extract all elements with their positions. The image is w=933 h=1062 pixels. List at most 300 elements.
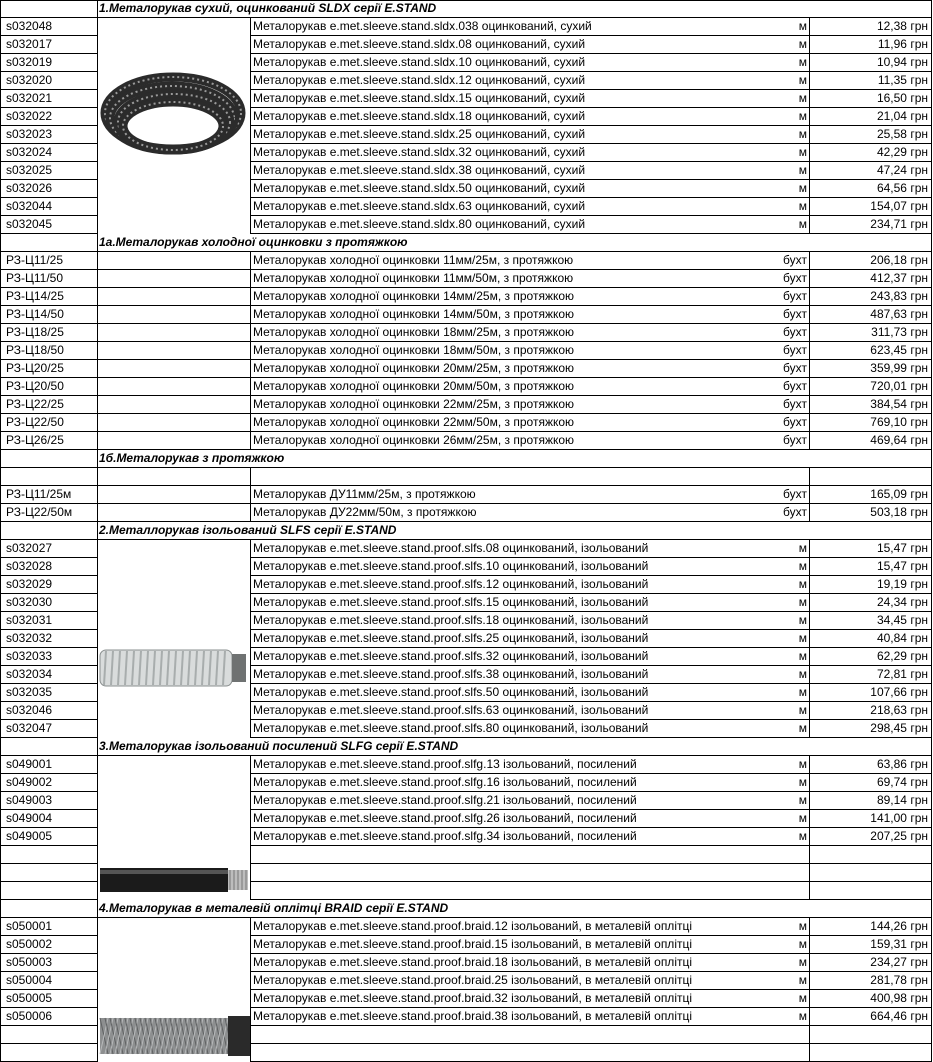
price-cell[interactable] xyxy=(810,882,932,900)
image-column-cell[interactable] xyxy=(98,414,251,432)
image-column-cell[interactable] xyxy=(98,396,251,414)
price-cell[interactable]: 234,27 грн xyxy=(810,954,932,972)
product-name: Металорукав e.met.sleeve.stand.proof.slfs.25 оцинкований, ізольований xyxy=(253,631,649,645)
product-name: Металорукав холодної оцинковки 18мм/25м, з протяжкою xyxy=(253,325,575,339)
unit-label: м xyxy=(798,775,807,789)
name-cell[interactable] xyxy=(251,180,810,198)
name-cell[interactable] xyxy=(251,1008,810,1026)
metal-sleeve-coil-icon xyxy=(98,18,251,234)
name-cell[interactable] xyxy=(251,414,810,432)
product-name: Металорукав холодної оцинковки 14мм/25м, з протяжкою xyxy=(253,289,575,303)
unit-label: бухт xyxy=(783,289,807,303)
code-cell[interactable]: s032048 xyxy=(0,18,98,36)
section-header xyxy=(0,234,932,252)
image-column-cell[interactable] xyxy=(98,468,251,486)
table-row xyxy=(0,378,932,396)
code-cell[interactable]: РЗ-Ц11/25м xyxy=(0,486,98,504)
name-cell[interactable] xyxy=(251,630,810,648)
price-cell[interactable]: 384,54 грн xyxy=(810,396,932,414)
price-cell[interactable]: 720,01 грн xyxy=(810,378,932,396)
price-cell[interactable]: 664,46 грн xyxy=(810,1008,932,1026)
code-cell[interactable]: РЗ-Ц22/25 xyxy=(0,396,98,414)
name-cell[interactable] xyxy=(251,918,810,936)
price-cell[interactable]: 487,63 грн xyxy=(810,306,932,324)
name-cell[interactable] xyxy=(251,270,810,288)
price-cell[interactable]: 469,64 грн xyxy=(810,432,932,450)
product-name: Металорукав e.met.sleeve.stand.sldx.25 оцинкований, сухий xyxy=(253,127,586,141)
code-cell[interactable]: s050004 xyxy=(0,972,98,990)
section-title[interactable]: 2.Металлорукав ізольований SLFS серії E.STAND xyxy=(98,522,810,540)
price-cell[interactable]: 400,98 грн xyxy=(810,990,932,1008)
name-cell[interactable] xyxy=(251,864,810,882)
code-cell[interactable] xyxy=(0,900,98,918)
table-row xyxy=(0,486,932,504)
code-cell[interactable]: РЗ-Ц14/50 xyxy=(0,306,98,324)
code-cell[interactable]: s032045 xyxy=(0,216,98,234)
unit-label: бухт xyxy=(783,271,807,285)
price-cell[interactable]: 34,45 грн xyxy=(810,612,932,630)
code-cell[interactable]: s032030 xyxy=(0,594,98,612)
name-cell[interactable] xyxy=(251,972,810,990)
code-cell[interactable]: s032026 xyxy=(0,180,98,198)
product-name: Металорукав холодної оцинковки 11мм/25м, з протяжкою xyxy=(253,253,574,267)
price-cell[interactable]: 69,74 грн xyxy=(810,774,932,792)
image-column-cell[interactable] xyxy=(98,288,251,306)
section-header xyxy=(0,450,932,468)
name-cell[interactable] xyxy=(251,162,810,180)
price-cell[interactable] xyxy=(810,234,932,252)
unit-label: м xyxy=(798,145,807,159)
code-cell[interactable]: s050006 xyxy=(0,1008,98,1026)
price-cell[interactable]: 623,45 грн xyxy=(810,342,932,360)
product-name: Металорукав e.met.sleeve.stand.sldx.08 оцинкований, сухий xyxy=(253,37,586,51)
product-name: Металорукав холодної оцинковки 20мм/50м, з протяжкою xyxy=(253,379,575,393)
table-row xyxy=(0,432,932,450)
product-name: Металорукав e.met.sleeve.stand.proof.slfs.32 оцинкований, ізольований xyxy=(253,649,649,663)
price-cell[interactable]: 159,31 грн xyxy=(810,936,932,954)
name-cell[interactable] xyxy=(251,846,810,864)
price-cell[interactable]: 769,10 грн xyxy=(810,414,932,432)
unit-label: м xyxy=(798,631,807,645)
price-cell[interactable]: 24,34 грн xyxy=(810,594,932,612)
unit-label: м xyxy=(798,91,807,105)
table-row xyxy=(0,324,932,342)
name-cell[interactable] xyxy=(251,198,810,216)
name-cell[interactable] xyxy=(251,54,810,72)
image-column-cell[interactable] xyxy=(98,378,251,396)
price-cell[interactable]: 243,83 грн xyxy=(810,288,932,306)
product-name: Металорукав e.met.sleeve.stand.proof.slfg.16 ізольований, посилений xyxy=(253,775,637,789)
price-cell[interactable]: 16,50 грн xyxy=(810,90,932,108)
name-cell[interactable] xyxy=(251,990,810,1008)
table-row xyxy=(0,504,932,522)
code-cell[interactable]: РЗ-Ц14/25 xyxy=(0,288,98,306)
product-name: Металорукав e.met.sleeve.stand.proof.slfs.12 оцинкований, ізольований xyxy=(253,577,649,591)
price-cell[interactable] xyxy=(810,900,932,918)
product-name: Металорукав e.met.sleeve.stand.sldx.63 оцинкований, сухий xyxy=(253,199,586,213)
unit-label: м xyxy=(798,37,807,51)
price-cell[interactable]: 298,45 грн xyxy=(810,720,932,738)
product-name: Металорукав e.met.sleeve.stand.sldx.50 оцинкований, сухий xyxy=(253,181,586,195)
code-cell[interactable] xyxy=(0,1026,98,1044)
code-cell[interactable] xyxy=(0,864,98,882)
code-cell[interactable]: s032021 xyxy=(0,90,98,108)
price-cell[interactable]: 15,47 грн xyxy=(810,540,932,558)
unit-label: бухт xyxy=(783,505,807,519)
image-column-cell[interactable] xyxy=(98,306,251,324)
unit-label: м xyxy=(798,577,807,591)
product-name: Металорукав холодної оцинковки 14мм/50м, з протяжкою xyxy=(253,307,575,321)
unit-label: бухт xyxy=(783,397,807,411)
name-cell[interactable] xyxy=(251,702,810,720)
image-column-cell[interactable] xyxy=(98,342,251,360)
price-cell[interactable]: 359,99 грн xyxy=(810,360,932,378)
price-cell[interactable]: 412,37 грн xyxy=(810,270,932,288)
price-cell[interactable]: 72,81 грн xyxy=(810,666,932,684)
name-cell[interactable] xyxy=(251,396,810,414)
code-cell[interactable] xyxy=(0,234,98,252)
price-cell[interactable]: 218,63 грн xyxy=(810,702,932,720)
image-column-cell[interactable] xyxy=(98,270,251,288)
code-cell[interactable] xyxy=(0,0,98,18)
code-cell[interactable]: РЗ-Ц20/25 xyxy=(0,360,98,378)
code-cell[interactable]: s050001 xyxy=(0,918,98,936)
price-cell[interactable]: 10,94 грн xyxy=(810,54,932,72)
price-cell[interactable]: 12,38 грн xyxy=(810,18,932,36)
price-cell[interactable]: 107,66 грн xyxy=(810,684,932,702)
product-name: Металорукав холодної оцинковки 22мм/50м, з протяжкою xyxy=(253,415,575,429)
product-name: Металорукав ДУ22мм/50м, з протяжкою xyxy=(253,505,477,519)
name-cell[interactable] xyxy=(251,648,810,666)
code-cell[interactable]: s032027 xyxy=(0,540,98,558)
name-cell[interactable] xyxy=(251,882,810,900)
code-cell[interactable] xyxy=(0,468,98,486)
code-cell[interactable]: s032029 xyxy=(0,576,98,594)
name-cell[interactable] xyxy=(251,342,810,360)
unit-label: бухт xyxy=(783,343,807,357)
code-cell[interactable]: s032047 xyxy=(0,720,98,738)
product-name: Металорукав холодної оцинковки 20мм/25м, з протяжкою xyxy=(253,361,575,375)
price-cell[interactable]: 47,24 грн xyxy=(810,162,932,180)
name-cell[interactable] xyxy=(251,792,810,810)
price-cell[interactable]: 25,58 грн xyxy=(810,126,932,144)
price-cell[interactable] xyxy=(810,0,932,18)
price-cell[interactable]: 141,00 грн xyxy=(810,810,932,828)
name-cell[interactable] xyxy=(251,306,810,324)
code-cell[interactable]: s049002 xyxy=(0,774,98,792)
unit-label: бухт xyxy=(783,379,807,393)
product-name: Металорукав e.met.sleeve.stand.sldx.80 оцинкований, сухий xyxy=(253,217,586,231)
unit-label: м xyxy=(798,721,807,735)
price-cell[interactable] xyxy=(810,864,932,882)
price-cell[interactable]: 311,73 грн xyxy=(810,324,932,342)
product-name: Металорукав холодної оцинковки 11мм/50м, з протяжкою xyxy=(253,271,574,285)
name-cell[interactable] xyxy=(251,684,810,702)
name-cell[interactable] xyxy=(251,432,810,450)
price-cell[interactable]: 89,14 грн xyxy=(810,792,932,810)
unit-label: м xyxy=(798,667,807,681)
product-name: Металорукав e.met.sleeve.stand.proof.braid.12 ізольований, в металевій оплітці xyxy=(253,919,693,933)
price-cell[interactable]: 206,18 грн xyxy=(810,252,932,270)
name-cell[interactable] xyxy=(251,936,810,954)
image-column-cell[interactable] xyxy=(98,252,251,270)
price-cell[interactable]: 503,18 грн xyxy=(810,504,932,522)
section-header xyxy=(0,0,932,18)
code-cell[interactable]: s032044 xyxy=(0,198,98,216)
name-cell[interactable] xyxy=(251,1026,810,1044)
code-cell[interactable]: s049004 xyxy=(0,810,98,828)
product-name: Металорукав e.met.sleeve.stand.proof.slfs.50 оцинкований, ізольований xyxy=(253,685,649,699)
price-cell[interactable]: 234,71 грн xyxy=(810,216,932,234)
unit-label: бухт xyxy=(783,361,807,375)
code-cell[interactable]: s050003 xyxy=(0,954,98,972)
name-cell[interactable] xyxy=(251,288,810,306)
code-cell[interactable]: РЗ-Ц26/25 xyxy=(0,432,98,450)
code-cell[interactable]: s032031 xyxy=(0,612,98,630)
price-cell[interactable]: 21,04 грн xyxy=(810,108,932,126)
unit-label: м xyxy=(798,937,807,951)
product-name: Металорукав e.met.sleeve.stand.proof.braid.15 ізольований, в металевій оплітці xyxy=(253,937,693,951)
section-title[interactable]: 1а.Металорукав холодної оцинковки з протяжкою xyxy=(98,234,810,252)
unit-label: м xyxy=(798,829,807,843)
unit-label: м xyxy=(798,649,807,663)
unit-label: м xyxy=(798,217,807,231)
code-cell[interactable]: s032023 xyxy=(0,126,98,144)
product-name: Металорукав e.met.sleeve.stand.proof.slfs.38 оцинкований, ізольований xyxy=(253,667,649,681)
code-cell[interactable]: s049003 xyxy=(0,792,98,810)
product-name: Металорукав e.met.sleeve.stand.proof.slfg.13 ізольований, посилений xyxy=(253,757,637,771)
name-cell[interactable] xyxy=(251,720,810,738)
product-name: Металорукав e.met.sleeve.stand.proof.slfs.80 оцинкований, ізольований xyxy=(253,721,649,735)
unit-label: бухт xyxy=(783,415,807,429)
unit-label: м xyxy=(798,703,807,717)
unit-label: м xyxy=(798,19,807,33)
unit-label: м xyxy=(798,811,807,825)
unit-label: м xyxy=(798,793,807,807)
code-cell[interactable]: s032025 xyxy=(0,162,98,180)
name-cell[interactable] xyxy=(251,558,810,576)
unit-label: м xyxy=(798,127,807,141)
code-cell[interactable]: s032022 xyxy=(0,108,98,126)
unit-label: м xyxy=(798,541,807,555)
name-cell[interactable] xyxy=(251,18,810,36)
name-cell[interactable] xyxy=(251,72,810,90)
unit-label: м xyxy=(798,73,807,87)
unit-label: м xyxy=(798,109,807,123)
name-cell[interactable] xyxy=(251,828,810,846)
unit-label: м xyxy=(798,595,807,609)
name-cell[interactable] xyxy=(251,756,810,774)
code-cell[interactable]: РЗ-Ц18/25 xyxy=(0,324,98,342)
product-name: Металорукав e.met.sleeve.stand.proof.slfg.34 ізольований, посилений xyxy=(253,829,637,843)
unit-label: бухт xyxy=(783,433,807,447)
name-cell[interactable] xyxy=(251,594,810,612)
unit-label: м xyxy=(798,919,807,933)
name-cell[interactable] xyxy=(251,666,810,684)
price-cell[interactable]: 62,29 грн xyxy=(810,648,932,666)
price-cell[interactable] xyxy=(810,738,932,756)
code-cell[interactable] xyxy=(0,1044,98,1062)
unit-label: м xyxy=(798,685,807,699)
unit-label: м xyxy=(798,991,807,1005)
price-cell[interactable]: 207,25 грн xyxy=(810,828,932,846)
name-cell[interactable] xyxy=(251,1044,810,1062)
unit-label: м xyxy=(798,163,807,177)
name-cell[interactable] xyxy=(251,324,810,342)
product-name: Металорукав e.met.sleeve.stand.sldx.038 оцинкований, сухий xyxy=(253,19,592,33)
code-cell[interactable]: s032020 xyxy=(0,72,98,90)
price-cell[interactable]: 144,26 грн xyxy=(810,918,932,936)
price-cell[interactable]: 64,56 грн xyxy=(810,180,932,198)
code-cell[interactable]: РЗ-Ц18/50 xyxy=(0,342,98,360)
name-cell[interactable] xyxy=(251,468,810,486)
price-cell[interactable] xyxy=(810,1044,932,1062)
image-column-cell[interactable] xyxy=(98,486,251,504)
section-header xyxy=(0,900,932,918)
name-cell[interactable] xyxy=(251,252,810,270)
name-cell[interactable] xyxy=(251,954,810,972)
product-name: Металорукав холодної оцинковки 26мм/25м, з протяжкою xyxy=(253,433,575,447)
product-name: Металорукав ДУ11мм/25м, з протяжкою xyxy=(253,487,476,501)
code-cell[interactable]: s032046 xyxy=(0,702,98,720)
product-name: Металорукав e.met.sleeve.stand.sldx.38 оцинкований, сухий xyxy=(253,163,586,177)
name-cell[interactable] xyxy=(251,360,810,378)
name-cell[interactable] xyxy=(251,774,810,792)
image-column-cell[interactable] xyxy=(98,324,251,342)
code-cell[interactable] xyxy=(0,846,98,864)
table-row xyxy=(0,288,932,306)
product-name: Металорукав e.met.sleeve.stand.proof.braid.32 ізольований, в металевій оплітці xyxy=(253,991,693,1005)
name-cell[interactable] xyxy=(251,90,810,108)
price-cell[interactable]: 40,84 грн xyxy=(810,630,932,648)
name-cell[interactable] xyxy=(251,378,810,396)
price-cell[interactable]: 63,86 грн xyxy=(810,756,932,774)
code-cell[interactable] xyxy=(0,450,98,468)
product-name: Металорукав e.met.sleeve.stand.proof.braid.38 ізольований, в металевій оплітці xyxy=(253,1009,693,1023)
section-title[interactable]: 4.Металорукав в металевій оплітці BRAID серії E.STAND xyxy=(98,900,810,918)
price-cell[interactable]: 19,19 грн xyxy=(810,576,932,594)
unit-label: м xyxy=(798,559,807,573)
product-name: Металорукав e.met.sleeve.stand.proof.slfg.21 ізольований, посилений xyxy=(253,793,637,807)
section-header xyxy=(0,738,932,756)
product-name: Металорукав e.met.sleeve.stand.sldx.15 оцинкований, сухий xyxy=(253,91,586,105)
table-row xyxy=(0,252,932,270)
code-cell[interactable]: s032028 xyxy=(0,558,98,576)
name-cell[interactable] xyxy=(251,108,810,126)
unit-label: м xyxy=(798,955,807,969)
code-cell[interactable]: РЗ-Ц22/50м xyxy=(0,504,98,522)
product-name: Металорукав e.met.sleeve.stand.proof.slfs.10 оцинкований, ізольований xyxy=(253,559,649,573)
price-cell[interactable]: 165,09 грн xyxy=(810,486,932,504)
code-cell[interactable]: s032019 xyxy=(0,54,98,72)
reinforced-sleeve-icon xyxy=(98,756,251,900)
price-cell[interactable]: 15,47 грн xyxy=(810,558,932,576)
name-cell[interactable] xyxy=(251,612,810,630)
unit-label: м xyxy=(798,757,807,771)
price-cell[interactable] xyxy=(810,846,932,864)
product-name: Металорукав e.met.sleeve.stand.proof.slfs.15 оцинкований, ізольований xyxy=(253,595,649,609)
braided-sleeve-icon xyxy=(98,918,251,1062)
code-cell[interactable]: s032032 xyxy=(0,630,98,648)
name-cell[interactable] xyxy=(251,810,810,828)
code-cell[interactable] xyxy=(0,522,98,540)
image-column-cell[interactable] xyxy=(98,504,251,522)
name-cell[interactable] xyxy=(251,576,810,594)
section-title[interactable]: 3.Металорукав ізольований посилений SLFG серії E.STAND xyxy=(98,738,810,756)
code-cell[interactable]: РЗ-Ц22/50 xyxy=(0,414,98,432)
price-cell[interactable] xyxy=(810,1026,932,1044)
product-name: Металорукав e.met.sleeve.stand.proof.braid.25 ізольований, в металевій оплітці xyxy=(253,973,693,987)
name-cell[interactable] xyxy=(251,144,810,162)
price-cell[interactable] xyxy=(810,450,932,468)
code-cell[interactable]: s050005 xyxy=(0,990,98,1008)
price-cell[interactable]: 42,29 грн xyxy=(810,144,932,162)
image-column-cell[interactable] xyxy=(98,360,251,378)
section-title[interactable]: 1б.Металорукав з протяжкою xyxy=(98,450,810,468)
product-name: Металорукав холодної оцинковки 22мм/25м, з протяжкою xyxy=(253,397,575,411)
code-cell[interactable]: РЗ-Ц20/50 xyxy=(0,378,98,396)
name-cell[interactable] xyxy=(251,486,810,504)
code-cell[interactable]: s032033 xyxy=(0,648,98,666)
section-title[interactable]: 1.Металорукав сухий, оцинкований SLDX серії E.STAND xyxy=(98,0,810,18)
unit-label: бухт xyxy=(783,253,807,267)
product-name: Металорукав e.met.sleeve.stand.sldx.10 оцинкований, сухий xyxy=(253,55,586,69)
unit-label: м xyxy=(798,1009,807,1023)
code-cell[interactable]: РЗ-Ц11/25 xyxy=(0,252,98,270)
product-name: Металорукав холодної оцинковки 18мм/50м, з протяжкою xyxy=(253,343,575,357)
price-cell[interactable]: 154,07 грн xyxy=(810,198,932,216)
code-cell[interactable]: s049005 xyxy=(0,828,98,846)
unit-label: м xyxy=(798,55,807,69)
product-name: Металорукав e.met.sleeve.stand.sldx.32 оцинкований, сухий xyxy=(253,145,586,159)
code-cell[interactable]: s032035 xyxy=(0,684,98,702)
unit-label: м xyxy=(798,613,807,627)
code-cell[interactable]: s032034 xyxy=(0,666,98,684)
name-cell[interactable] xyxy=(251,126,810,144)
code-cell[interactable] xyxy=(0,738,98,756)
name-cell[interactable] xyxy=(251,216,810,234)
price-cell[interactable] xyxy=(810,522,932,540)
name-cell[interactable] xyxy=(251,504,810,522)
price-cell[interactable]: 281,78 грн xyxy=(810,972,932,990)
unit-label: м xyxy=(798,181,807,195)
image-column-cell[interactable] xyxy=(98,432,251,450)
table-row xyxy=(0,468,932,486)
code-cell[interactable] xyxy=(0,882,98,900)
code-cell[interactable]: s050002 xyxy=(0,936,98,954)
unit-label: бухт xyxy=(783,325,807,339)
section-header xyxy=(0,522,932,540)
price-cell[interactable]: 11,35 грн xyxy=(810,72,932,90)
unit-label: бухт xyxy=(783,307,807,321)
name-cell[interactable] xyxy=(251,36,810,54)
price-cell[interactable]: 11,96 грн xyxy=(810,36,932,54)
price-cell[interactable] xyxy=(810,468,932,486)
code-cell[interactable]: s032024 xyxy=(0,144,98,162)
code-cell[interactable]: РЗ-Ц11/50 xyxy=(0,270,98,288)
product-name: Металорукав e.met.sleeve.stand.proof.braid.18 ізольований, в металевій оплітці xyxy=(253,955,693,969)
code-cell[interactable]: s049001 xyxy=(0,756,98,774)
product-name: Металорукав e.met.sleeve.stand.proof.slfs.63 оцинкований, ізольований xyxy=(253,703,649,717)
product-name: Металорукав e.met.sleeve.stand.proof.slfs.18 оцинкований, ізольований xyxy=(253,613,649,627)
unit-label: м xyxy=(798,199,807,213)
insulated-sleeve-icon xyxy=(98,540,251,738)
code-cell[interactable]: s032017 xyxy=(0,36,98,54)
product-name: Металорукав e.met.sleeve.stand.sldx.18 оцинкований, сухий xyxy=(253,109,586,123)
unit-label: м xyxy=(798,973,807,987)
name-cell[interactable] xyxy=(251,540,810,558)
unit-label: бухт xyxy=(783,487,807,501)
